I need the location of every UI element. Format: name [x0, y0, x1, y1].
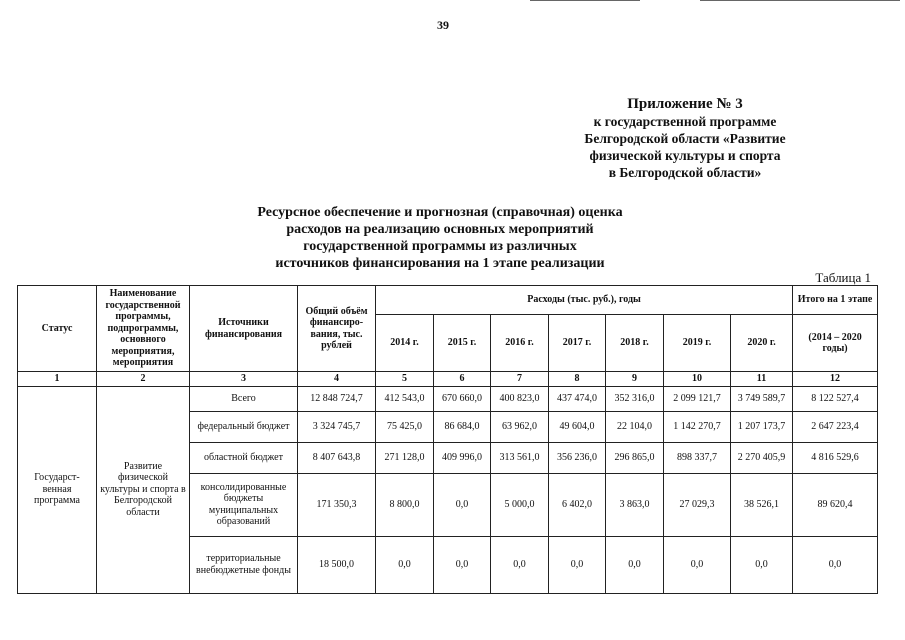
year-value-cell: 22 104,0 — [606, 411, 664, 442]
total-cell: 171 350,3 — [298, 473, 376, 536]
appendix-line: физической культуры и спорта — [589, 148, 781, 163]
year-value-cell: 0,0 — [606, 536, 664, 593]
year-value-cell: 352 316,0 — [606, 386, 664, 411]
appendix-line: к государственной программе — [593, 114, 777, 129]
year-value-cell: 412 543,0 — [376, 386, 434, 411]
top-border-right — [700, 0, 900, 1]
title-line: государственной программы из различных — [303, 239, 577, 254]
status-cell: Государст-венная программа — [18, 386, 97, 593]
page-number: 39 — [437, 18, 449, 32]
column-number: 5 — [376, 372, 434, 387]
title-line: Ресурсное обеспечение и прогнозная (справочная) оценка — [257, 205, 623, 220]
funding-table — [17, 285, 878, 594]
year-value-cell: 49 604,0 — [549, 411, 606, 442]
header-year: 2017 г. — [549, 315, 606, 372]
column-number: 8 — [549, 372, 606, 387]
header-row — [18, 286, 878, 315]
column-number: 10 — [664, 372, 731, 387]
column-number: 9 — [606, 372, 664, 387]
stage-total-cell: 89 620,4 — [793, 473, 878, 536]
year-value-cell: 6 402,0 — [549, 473, 606, 536]
year-value-cell: 2 099 121,7 — [664, 386, 731, 411]
stage-total-cell: 0,0 — [793, 536, 878, 593]
year-value-cell: 271 128,0 — [376, 442, 434, 473]
header-stage-total: Итого на 1 этапе — [793, 286, 878, 315]
appendix-line: Белгородской области «Развитие — [584, 131, 786, 146]
stage-total-cell: 8 122 527,4 — [793, 386, 878, 411]
year-value-cell: 670 660,0 — [434, 386, 491, 411]
header-sources: Источники финансирования — [190, 286, 298, 372]
header-year: 2018 г. — [606, 315, 664, 372]
column-number: 11 — [731, 372, 793, 387]
total-cell: 12 848 724,7 — [298, 386, 376, 411]
total-cell: 18 500,0 — [298, 536, 376, 593]
year-value-cell: 0,0 — [664, 536, 731, 593]
header-total-volume: Общий объём финансиро-вания, тыс. рублей — [298, 286, 376, 372]
header-stage-period: (2014 – 2020 годы) — [793, 315, 878, 372]
title-line: источников финансирования на 1 этапе реализации — [275, 256, 605, 271]
year-value-cell: 296 865,0 — [606, 442, 664, 473]
source-cell: областной бюджет — [190, 442, 298, 473]
total-cell: 8 407 643,8 — [298, 442, 376, 473]
source-cell: консолидированные бюджеты муниципальных образований — [190, 473, 298, 536]
program-cell: Развитие физической культуры и спорта в Белгородской области — [97, 386, 190, 593]
source-cell: федеральный бюджет — [190, 411, 298, 442]
year-value-cell: 8 800,0 — [376, 473, 434, 536]
year-value-cell: 3 749 589,7 — [731, 386, 793, 411]
year-value-cell: 27 029,3 — [664, 473, 731, 536]
year-value-cell: 1 207 173,7 — [731, 411, 793, 442]
year-value-cell: 5 000,0 — [491, 473, 549, 536]
appendix-line: в Белгородской области» — [608, 165, 762, 180]
appendix-line: Приложение № 3 — [627, 96, 743, 112]
column-number: 4 — [298, 372, 376, 387]
column-number: 3 — [190, 372, 298, 387]
header-year: 2015 г. — [434, 315, 491, 372]
year-value-cell: 437 474,0 — [549, 386, 606, 411]
total-cell: 3 324 745,7 — [298, 411, 376, 442]
column-number: 6 — [434, 372, 491, 387]
source-cell: Всего — [190, 386, 298, 411]
appendix-heading — [535, 96, 835, 181]
column-numbers-row — [18, 372, 878, 387]
year-value-cell: 356 236,0 — [549, 442, 606, 473]
year-value-cell: 86 684,0 — [434, 411, 491, 442]
year-value-cell: 2 270 405,9 — [731, 442, 793, 473]
header-year: 2020 г. — [731, 315, 793, 372]
year-value-cell: 38 526,1 — [731, 473, 793, 536]
year-value-cell: 400 823,0 — [491, 386, 549, 411]
header-year: 2014 г. — [376, 315, 434, 372]
title-line: расходов на реализацию основных мероприятий — [286, 222, 594, 237]
column-number: 12 — [793, 372, 878, 387]
column-number: 1 — [18, 372, 97, 387]
year-value-cell: 1 142 270,7 — [664, 411, 731, 442]
source-cell: территориальные внебюджетные фонды — [190, 536, 298, 593]
year-value-cell: 63 962,0 — [491, 411, 549, 442]
table-caption: Таблица 1 — [815, 270, 871, 285]
header-status: Статус — [18, 286, 97, 372]
table-row — [18, 386, 878, 411]
year-value-cell: 0,0 — [434, 473, 491, 536]
header-year: 2019 г. — [664, 315, 731, 372]
document-title — [180, 204, 700, 272]
year-value-cell: 0,0 — [491, 536, 549, 593]
year-value-cell: 898 337,7 — [664, 442, 731, 473]
year-value-cell: 3 863,0 — [606, 473, 664, 536]
year-value-cell: 0,0 — [434, 536, 491, 593]
year-value-cell: 0,0 — [376, 536, 434, 593]
stage-total-cell: 4 816 529,6 — [793, 442, 878, 473]
year-value-cell: 409 996,0 — [434, 442, 491, 473]
stage-total-cell: 2 647 223,4 — [793, 411, 878, 442]
top-border-left — [530, 0, 640, 1]
year-value-cell: 313 561,0 — [491, 442, 549, 473]
column-number: 7 — [491, 372, 549, 387]
header-expenses-group: Расходы (тыс. руб.), годы — [376, 286, 793, 315]
column-number: 2 — [97, 372, 190, 387]
header-year: 2016 г. — [491, 315, 549, 372]
year-value-cell: 75 425,0 — [376, 411, 434, 442]
year-value-cell: 0,0 — [731, 536, 793, 593]
year-value-cell: 0,0 — [549, 536, 606, 593]
header-program-name: Наименование государственной программы, подпрограммы, основного мероприятия, мероприятия — [97, 286, 190, 372]
